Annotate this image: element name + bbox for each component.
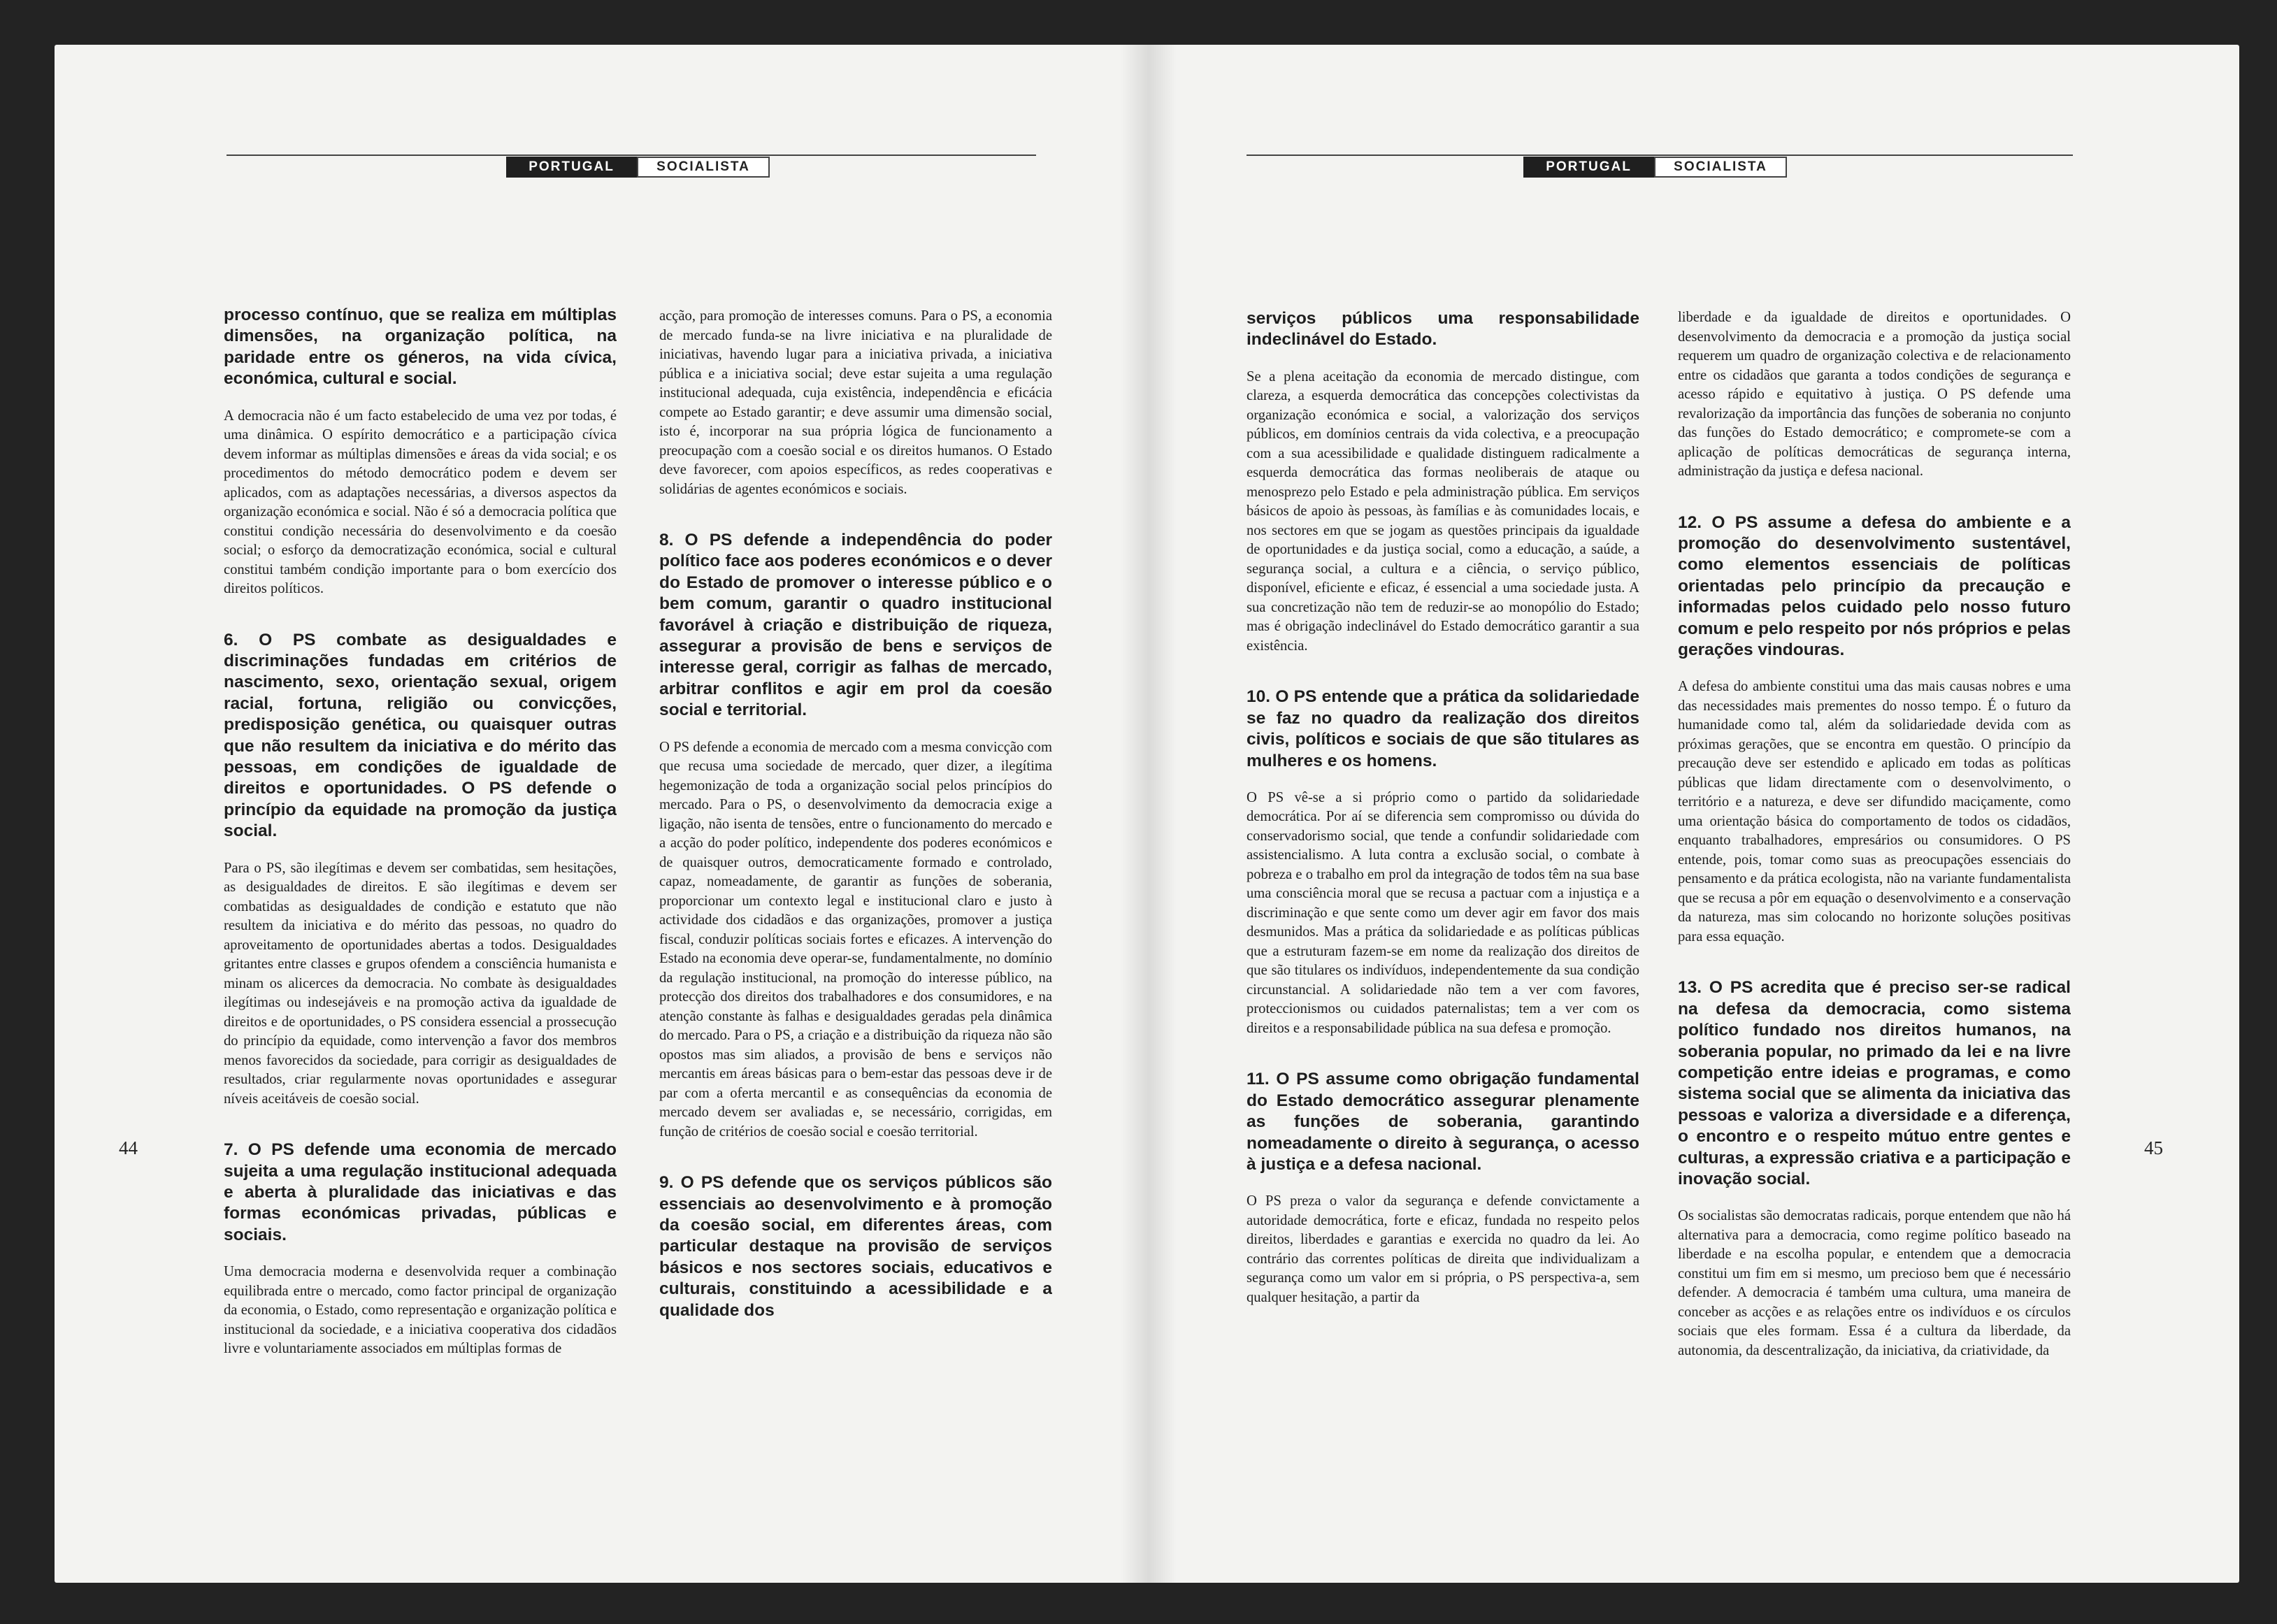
paragraph: A democracia não é um facto estabelecido de uma vez por todas, é uma dinâmica. O espírito democrático e a participação cívica devem informar as múltiplas dimensões e áreas da vida social; e os procedimentos do método democrático podem e devem ser aplicados, com as adaptações necessárias, a diversos aspectos da organização económica e social. Não é só a democracia política que constitui condição necessária do desenvolvimento e da coesão social; o esforço da democratização económica, social e cultural constitui também condição importante para o bom exercício dos direitos políticos. (224, 408, 617, 597)
paragraph: Se a plena aceitação da economia de mercado distingue, com clareza, a esquerda democrática das concepções colectivistas da organização económica e social, a valorização dos serviços públicos, em domínios centrais da vida colectiva, e a preocupação com a sua acessibilidade e qualidade distinguem radicalmente a esquerda democrática das formas neoliberais de ataque ou menosprezo pelo Estado e pela administração pública. Em serviços básicos de apoio às pessoas, às famílias e às comunidades locais, e nos sectores em que se jogam as questões principais da igualdade de oportunidades e da justiça social, como a educação, a saúde, a segurança social, a cultura e a ciência, o serviço público, disponível, eficiente e eficaz, é essencial a uma sociedade justa. A sua concretização não tem de reduzir-se ao monopólio do Estado; mas é obrigação indeclinável do Estado democrático garantir a sua existência. (1247, 368, 1639, 654)
page-number-right: 45 (2144, 1137, 2163, 1158)
left-column-2 (659, 307, 1052, 1488)
heading-point-11: 11. O PS assume como obrigação fundamental do Estado democrático assegurar plenamente as funções de soberania, garantindo nomeadamente o direito à segurança, o acesso à justiça e a defesa nacional. (1247, 1070, 1639, 1174)
masthead-portugal: PORTUGAL (1523, 157, 1654, 178)
masthead-socialista: SOCIALISTA (1654, 157, 1787, 178)
paragraph: O PS defende a economia de mercado com a mesma convicção com que recusa uma sociedade de mercado, quer dizer, a ilegítima hegemonização de toda a organização social pelos princípios do mercado. Para o PS, o desenvolvimento da democracia exige a ligação, não isenta de tensões, entre o funcionamento do mercado e a acção do poder político, independente dos poderes económicos e de quaisquer outros, democraticamente formado e controlado, capaz, nomeadamente, de garantir as funções de soberania, proporcionar um contexto legal e institucional claro e justo à actividade dos cidadãos e das organizações, promover a justiça fiscal, conduzir políticas sociais fortes e eficazes. A intervenção do Estado na economia deve operar-se, fundamentalmente, no domínio da regulação institucional, na promoção do interesse público, na protecção dos direitos dos trabalhadores e dos consumidores, e na atenção constante às falhas e desigualdades geradas pela dinâmica do mercado. Para o PS, a criação e a distribuição da riqueza não são opostos mas sim aliados, a provisão de bens e serviços não mercantis em áreas básicas para o bem-estar das pessoas deve ir de par com a oferta mercantil e as consequências da economia de mercado devem ser avaliadas e, se necessário, corrigidas, em função de critérios de coesão social e coesão territorial. (659, 739, 1052, 1140)
masthead (506, 157, 770, 178)
heading-point-6: 6. O PS combate as desigualdades e discriminações fundadas em critérios de nascimento, sexo, orientação sexual, origem racial, fortuna, religião ou convicções, predisposição genética, ou quaisquer outras que não resultem da iniciativa e do mérito das pessoas, em condições de igualdade de direitos e oportunidades. O PS defende o princípio da equidade na promoção da justiça social. (224, 630, 617, 841)
left-page (55, 45, 1149, 1583)
masthead (1523, 157, 1787, 178)
heading-point-7: 7. O PS defende uma economia de mercado sujeita a uma regulação institucional adequada e aberta à pluralidade das iniciativas e das formas económicas privadas, públicas e sociais. (224, 1140, 617, 1244)
paragraph: O PS vê-se a si próprio como o partido da solidariedade democrática. Por aí se diferencia sem compromisso ou dúvida do conservadorismo social, que tende a confundir solidariedade com assistencialismo. A luta contra a exclusão social, o combate à pobreza e o trabalho em prol da integração de todos têm na sua base uma consciência moral que se recusa a pactuar com a injustiça e a discriminação e que sente como um dever agir em favor dos mais desmunidos. Mas a prática da solidariedade e as políticas públicas que a estruturam fazem-se em nome da realização dos direitos de que são titulares os indivíduos, independentemente da sua condição circunstancial. A solidariedade não tem a ver com favores, proteccionismos ou cuidados paternalistas; tem a ver com os direitos e a responsabilidade pública na sua defesa e promoção. (1247, 789, 1639, 1036)
heading-point-12: 12. O PS assume a defesa do ambiente e a promoção do desenvolvimento sustentável, como elementos essenciais de políticas orientadas pelo princípio da precaução e informadas pelos cuidado pelo nosso futuro comum e pelo respeito por nós próprios e pelas gerações vindouras. (1678, 512, 2071, 659)
right-column-1 (1247, 308, 1639, 1490)
heading-continuation: serviços públicos uma responsabilidade indeclinável do Estado. (1247, 309, 1639, 350)
masthead-portugal: PORTUGAL (506, 157, 637, 178)
heading-point-9: 9. O PS defende que os serviços públicos são essenciais ao desenvolvimento e à promoção da coesão social, em diferentes áreas, com particular destaque na provisão de serviços básicos e nos sectores sociais, educativos e culturais, constituindo a acessibilidade e a qualidade dos (659, 1173, 1052, 1320)
heading-point-13: 13. O PS acredita que é preciso ser-se radical na defesa da democracia, como sistema político fundado nos direitos humanos, na soberania popular, no primado da lei e na livre competição entre ideias e programas, e como sistema social que se alimenta da iniciativa das pessoas e valoriza a diversidade e a diferença, o encontro e o respeito mútuo entre gentes e culturas, a expressão criativa e a participação e inovação social. (1678, 978, 2071, 1188)
paragraph: Os socialistas são democratas radicais, porque entendem que não há alternativa para a democracia, como regime político baseado na liberdade e na escolha popular, e entendem que a democracia constitui um fim em si mesmo, um precioso bem que é necessário defender. A democracia é também uma cultura, uma maneira de conceber as acções e as relações entre os indivíduos e os círculos sociais que eles formam. Essa é a cultura da liberdade, da autonomia, da descentralização, da iniciativa, da criatividade, da (1678, 1208, 2071, 1358)
header-rule (227, 155, 1036, 156)
left-column-1 (224, 305, 617, 1486)
paragraph: Para o PS, são ilegítimas e devem ser combatidas, sem hesitações, as desigualdades de direitos. E são ilegítimas e devem ser combatidas as desigualdades de condição e estatuto que não resultem da iniciativa e do mérito das pessoas, no quadro do aproveitamento de oportunidades abertas a todos. Desigualdades gritantes entre classes e grupos ofendem a consciência humanista e minam os alicerces da democracia. No combate às desigualdades ilegítimas ou indesejáveis e na promoção activa da igualdade de direitos e de oportunidades, o PS considera essencial a prossecução do princípio da equidade, como intervenção a favor dos membros menos favorecidos da sociedade, para corrigir as desigualdades de resultados, criar regularmente novas oportunidades e assegurar níveis aceitáveis de coesão social. (224, 860, 617, 1107)
right-column-2 (1678, 308, 2071, 1490)
page-number-left: 44 (119, 1137, 138, 1158)
right-page (1149, 45, 2239, 1583)
paragraph: liberdade e da igualdade de direitos e oportunidades. O desenvolvimento da democracia e a promoção da justiça social requerem um quadro de organização colectiva e de relacionamento entre os cidadãos que garanta a todos condições de segurança e acesso rápido e equitativo à justiça. O PS defende uma revalorização da importância das funções de soberania no conjunto das funções do Estado democrático; e compromete-se com a aplicação de políticas democráticas de segurança interna, administração da justiça e defesa nacional. (1678, 310, 2071, 479)
paragraph: Uma democracia moderna e desenvolvida requer a combinação equilibrada entre o mercado, como factor principal de organização da economia, o Estado, como representação e organização política e institucional da sociedade, e a iniciativa cooperativa dos cidadãos livre e voluntariamente associados em múltiplas formas de (224, 1264, 617, 1357)
heading-point-8: 8. O PS defende a independência do poder político face aos poderes económicos e o dever do Estado de promover o interesse público e o bem comum, garantir o quadro institucional favorável à criação e distribuição de riqueza, assegurar a provisão de bens e serviços de interesse geral, corrigir as falhas de mercado, arbitrar conflitos e agir em prol da coesão social e territorial. (659, 531, 1052, 720)
header-rule (1247, 155, 2073, 156)
masthead-socialista: SOCIALISTA (637, 157, 770, 178)
heading-continuation: processo contínuo, que se realiza em múltiplas dimensões, na organização política, na paridade entre os géneros, na vida cívica, económica, cultural e social. (224, 306, 617, 389)
paragraph: acção, para promoção de interesses comuns. Para o PS, a economia de mercado funda-se na livre iniciativa e na pluralidade de iniciativas, havendo lugar para a iniciativa privada, a iniciativa pública e a iniciativa social; deve estar sujeita a uma regulação institucional adequada, cuja existência, independência e eficácia compete ao Estado garantir; e deve assumir uma dimensão social, isto é, incorporar na sua própria lógica de funcionamento a preocupação com a coesão social e os direitos humanos. O Estado deve favorecer, com apoios específicos, as redes cooperativas e solidárias de agentes económicos e sociais. (659, 308, 1052, 497)
paragraph: O PS preza o valor da segurança e defende convictamente a autoridade democrática, forte e eficaz, fundada no respeito pelos direitos, liberdades e garantias e exercida no quadro da lei. Ao contrário das correntes políticas de direita que individualizam a segurança como um valor em si própria, o PS perspectiva-a, sem qualquer hesitação, a partir da (1247, 1193, 1639, 1305)
paragraph: A defesa do ambiente constitui uma das mais causas nobres e uma das necessidades mais prementes do nosso tempo. É o futuro da humanidade como tal, além da solidariedade devida com as próximas gerações, que se encontra em questão. O princípio da precaução deve ser estendido e aplicado em todas as políticas públicas que lidam directamente com o desenvolvimento, o território e a natureza, e deve ser difundido maciçamente, como uma orientação básica do comportamento de todos os cidadãos, enquanto trabalhadores, empresários ou consumidores. O PS entende, pois, tomar como suas as preocupações essenciais do pensamento e da prática ecologista, não na variante fundamentalista que se recusa a pôr em equação o desenvolvimento e a conservação da natureza, mas sim colocando no horizonte soluções positivas para essa equação. (1678, 679, 2071, 944)
heading-point-10: 10. O PS entende que a prática da solidariedade se faz no quadro da realização dos direitos civis, políticos e sociais de que são titulares as mulheres e os homens. (1247, 687, 1639, 770)
